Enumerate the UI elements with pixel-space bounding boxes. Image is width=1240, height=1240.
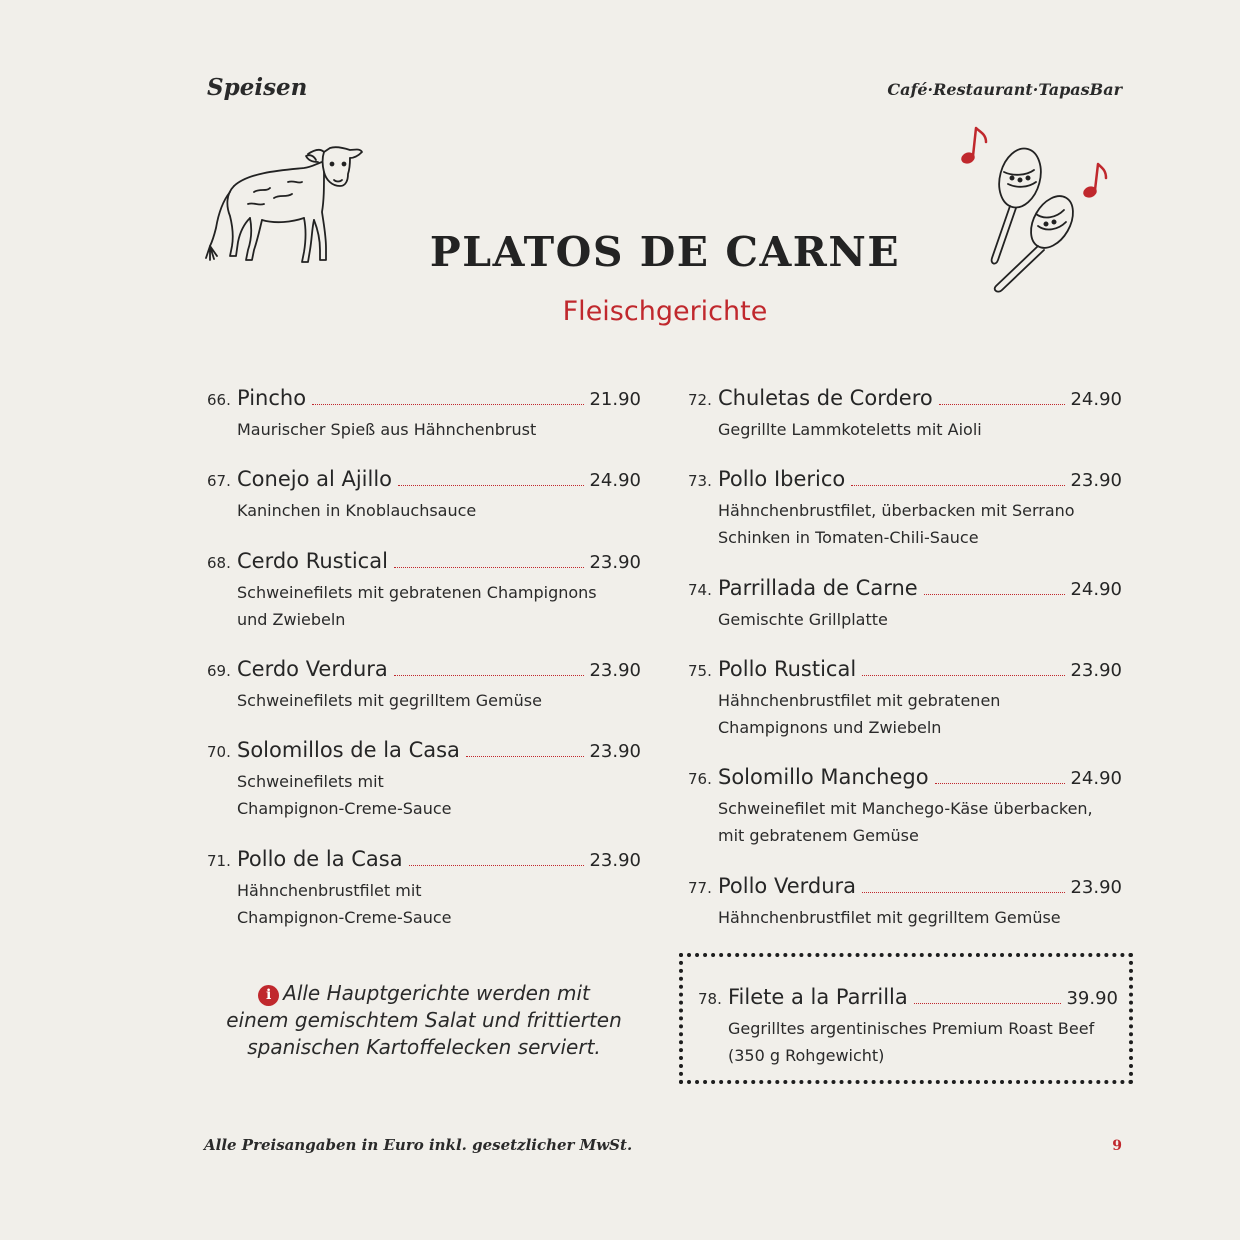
item-price: 21.90 <box>589 389 641 410</box>
item-description: Gegrillte Lammkoteletts mit Aioli <box>718 420 982 439</box>
item-number: 78. <box>698 990 722 1008</box>
menu-item <box>688 657 1122 741</box>
section-label: Speisen <box>207 74 308 101</box>
page-title: PLATOS DE CARNE <box>429 228 901 276</box>
dot-leader <box>935 783 1066 784</box>
item-number: 67. <box>207 472 231 490</box>
page-number: 9 <box>1112 1138 1122 1154</box>
item-name: Pollo de la Casa <box>237 847 403 871</box>
item-name: Conejo al Ajillo <box>237 467 393 491</box>
page-subtitle: Fleischgerichte <box>562 296 768 327</box>
dot-leader <box>851 485 1065 486</box>
item-number: 71. <box>207 852 231 870</box>
dot-leader <box>409 865 585 866</box>
dot-leader <box>312 404 584 405</box>
item-price: 24.90 <box>589 470 641 491</box>
dot-leader <box>394 567 585 568</box>
music-note-icon <box>961 128 986 164</box>
music-note-icon <box>1083 164 1106 198</box>
menu-item <box>688 576 1122 633</box>
item-description: Kaninchen in Knoblauchsauce <box>237 501 477 520</box>
item-description: Hähnchenbrustfilet mit gebratenen Champignons und Zwiebeln <box>718 691 1001 737</box>
item-number: 77. <box>688 879 712 897</box>
menu-item <box>207 549 641 633</box>
dot-leader <box>466 756 585 757</box>
item-name: Pincho <box>237 386 307 410</box>
menu-item <box>688 874 1122 931</box>
special-item-box <box>679 953 1133 1084</box>
item-description: Gemischte Grillplatte <box>718 610 888 629</box>
item-price: 23.90 <box>589 552 641 573</box>
item-price: 24.90 <box>1070 768 1122 789</box>
item-number: 73. <box>688 472 712 490</box>
item-description: Schweinefilet mit Manchego-Käse überbacken, mit gebratenem Gemüse <box>718 799 1093 845</box>
menu-item <box>207 738 641 822</box>
item-number: 72. <box>688 391 712 409</box>
dot-leader <box>398 485 584 486</box>
item-name: Pollo Iberico <box>718 467 846 491</box>
dot-leader <box>862 892 1065 893</box>
item-number: 75. <box>688 662 712 680</box>
side-dish-note: i Alle Hauptgerichte werden mit einem gemischtem Salat und frittierten spanischen Kartoffelecken serviert. <box>226 981 622 1059</box>
item-number: 74. <box>688 581 712 599</box>
item-description: Schweinefilets mit gebratenen Champignons und Zwiebeln <box>237 583 597 629</box>
item-name: Filete a la Parrilla <box>728 985 908 1009</box>
menu-item <box>207 467 641 524</box>
dot-leader <box>394 675 585 676</box>
menu-item <box>207 847 641 931</box>
item-name: Solomillos de la Casa <box>237 738 460 762</box>
menu-item <box>688 467 1122 551</box>
item-price: 23.90 <box>1070 660 1122 681</box>
info-icon: i <box>258 985 279 1006</box>
item-name: Pollo Rustical <box>718 657 857 681</box>
item-description: Schweinefilets mit Champignon-Creme-Sauce <box>237 772 452 818</box>
dot-leader <box>862 675 1065 676</box>
item-name: Parrillada de Carne <box>718 576 918 600</box>
item-price: 39.90 <box>1066 988 1118 1009</box>
item-number: 76. <box>688 770 712 788</box>
item-description: Schweinefilets mit gegrilltem Gemüse <box>237 691 542 710</box>
item-description: Gegrilltes argentinisches Premium Roast Beef (350 g Rohgewicht) <box>728 1019 1095 1065</box>
menu-item <box>688 386 1122 443</box>
item-name: Cerdo Rustical <box>237 549 388 573</box>
item-name: Solomillo Manchego <box>718 765 929 789</box>
dot-leader <box>914 1003 1062 1004</box>
item-name: Chuletas de Cordero <box>718 386 933 410</box>
item-price: 23.90 <box>589 660 641 681</box>
dot-leader <box>939 404 1066 405</box>
item-description: Hähnchenbrustfilet mit Champignon-Creme-Sauce <box>237 881 452 927</box>
item-price: 23.90 <box>589 741 641 762</box>
item-description: Maurischer Spieß aus Hähnchenbrust <box>237 420 537 439</box>
dot-leader <box>924 594 1066 595</box>
menu-item <box>688 765 1122 849</box>
item-number: 70. <box>207 743 231 761</box>
item-description: Hähnchenbrustfilet, überbacken mit Serrano Schinken in Tomaten-Chili-Sauce <box>718 501 1075 547</box>
price-disclaimer: Alle Preisangaben in Euro inkl. gesetzlicher MwSt. <box>204 1136 633 1154</box>
item-number: 68. <box>207 554 231 572</box>
menu-item <box>207 657 641 714</box>
item-number: 69. <box>207 662 231 680</box>
item-price: 23.90 <box>589 850 641 871</box>
menu-item <box>207 386 641 443</box>
item-name: Pollo Verdura <box>718 874 857 898</box>
item-price: 24.90 <box>1070 389 1122 410</box>
menu-item-special <box>698 985 1118 1069</box>
item-description: Hähnchenbrustfilet mit gegrilltem Gemüse <box>718 908 1061 927</box>
item-number: 66. <box>207 391 231 409</box>
brand-label: Café·Restaurant·TapasBar <box>887 80 1122 99</box>
item-name: Cerdo Verdura <box>237 657 388 681</box>
item-price: 23.90 <box>1070 877 1122 898</box>
item-price: 24.90 <box>1070 579 1122 600</box>
item-price: 23.90 <box>1070 470 1122 491</box>
